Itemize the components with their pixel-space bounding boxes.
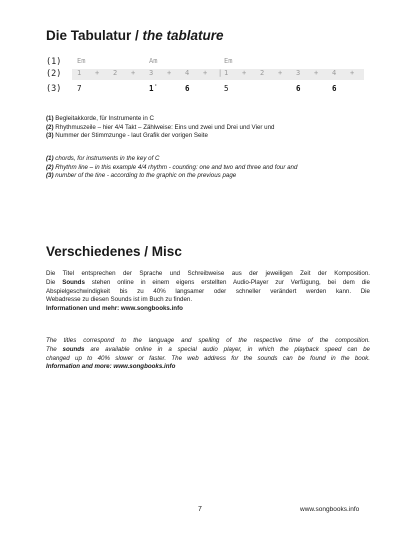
- de-line: Die Titel entsprechen der Sprache und Schreibweise aus der jeweiligen Zeit der Komposition.: [46, 270, 370, 277]
- rhythm-cell: 2: [113, 69, 118, 77]
- tablature-title-en: the tablature: [142, 28, 224, 43]
- rhythm-cell: +: [278, 69, 283, 77]
- tablature-title-de: Die Tabulatur /: [46, 28, 139, 43]
- de-line: Webadresse zu diesen Sounds ist im Buch zu finden.: [46, 296, 193, 304]
- rhythm-barline: |: [218, 69, 223, 77]
- rhythm-cell: 1: [77, 69, 82, 77]
- page-number: 7: [198, 506, 202, 513]
- tine-number: 6: [332, 84, 337, 93]
- rhythm-cell: 4: [185, 69, 190, 77]
- rhythm-cell: 4: [332, 69, 337, 77]
- legend-de-item: [46, 115, 274, 124]
- rhythm-cell: +: [131, 69, 136, 77]
- en-line: [46, 346, 370, 355]
- legend-num: (3): [46, 172, 54, 180]
- rhythm-cell: 2: [260, 69, 265, 77]
- chord-em-2: Em: [224, 57, 233, 65]
- footer-website: www.songbooks.info: [300, 506, 360, 513]
- legend-de: [46, 115, 274, 141]
- legend-en-item: [46, 164, 297, 173]
- misc-paragraph-de: [46, 270, 370, 314]
- en-info-line: Information and more: www.songbooks.info: [46, 363, 176, 371]
- tine-number: 7: [77, 84, 82, 93]
- legend-text: Nummer der Stimmzunge - laut Grafik der vorigen Seite: [53, 132, 208, 140]
- rhythm-cell: +: [95, 69, 100, 77]
- legend-en-item: [46, 155, 297, 164]
- tine-number: 5: [224, 84, 229, 93]
- chord-am: Am: [149, 57, 158, 65]
- en-line: changed up to 40% slower or faster. The web address for the sounds can be found in the book.: [46, 354, 370, 362]
- de-line: Abspielgeschwindigkeit bis zu 40% langsamer oder schneller verändert werden kann. Die: [46, 287, 370, 295]
- legend-en-item: [46, 172, 297, 181]
- tine-number: 1̇: [149, 84, 154, 93]
- rhythm-cell: +: [167, 69, 172, 77]
- misc-paragraph-en: [46, 337, 370, 372]
- rhythm-cell: +: [350, 69, 355, 77]
- de-info-line: Informationen und mehr: www.songbooks.info: [46, 305, 183, 313]
- en-text: are available online in a special audio player, in which the playback speed can be: [84, 345, 370, 353]
- legend-num: (3): [46, 132, 54, 140]
- rhythm-cell: +: [314, 69, 319, 77]
- legend-en: [46, 155, 297, 181]
- chord-em-1: Em: [77, 57, 86, 65]
- row-label-1: (1): [46, 57, 62, 67]
- de-text: stehen online in einem eigens erstellten Audio-Player zur Verfügung, bei dem die: [84, 278, 370, 286]
- legend-text: Rhythm line – in this example 4/4 rhythm - counting: one and two and three and four and: [53, 163, 298, 171]
- legend-de-item: [46, 124, 274, 133]
- en-text: The: [46, 345, 63, 353]
- rhythm-cell: 1: [224, 69, 229, 77]
- de-text: Die: [46, 278, 63, 286]
- en-sounds-bold: sounds: [62, 345, 85, 353]
- misc-title: Verschiedenes / Misc: [46, 244, 182, 259]
- legend-text: Begleitakkorde, für Instrumente in C: [53, 115, 154, 122]
- legend-num: (1): [46, 155, 54, 162]
- legend-de-item: [46, 132, 274, 141]
- legend-num: (2): [46, 163, 54, 171]
- legend-text: chords, for instruments in the key of C: [53, 155, 160, 162]
- de-line: [46, 279, 370, 288]
- rhythm-cell: 3: [296, 69, 301, 77]
- en-line: The titles correspond to the language and spelling of the respective time of the composition.: [46, 337, 370, 344]
- legend-num: (2): [46, 123, 54, 131]
- legend-text: Rhythmuszeile – hier 4/4 Takt – Zählweise: Eins und zwei und Drei und Vier und: [53, 123, 275, 131]
- rhythm-cell: +: [203, 69, 208, 77]
- rhythm-cell: +: [242, 69, 247, 77]
- legend-num: (1): [46, 115, 54, 122]
- row-label-3: (3): [46, 84, 62, 94]
- tine-number: 6: [296, 84, 301, 93]
- tine-number: 6: [185, 84, 190, 93]
- de-sounds-bold: Sounds: [62, 278, 85, 286]
- rhythm-cell: 3: [149, 69, 154, 77]
- row-label-2: (2): [46, 69, 62, 79]
- legend-text: number of the tine - according to the graphic on the previous page: [53, 172, 237, 180]
- tablature-title: [46, 28, 224, 43]
